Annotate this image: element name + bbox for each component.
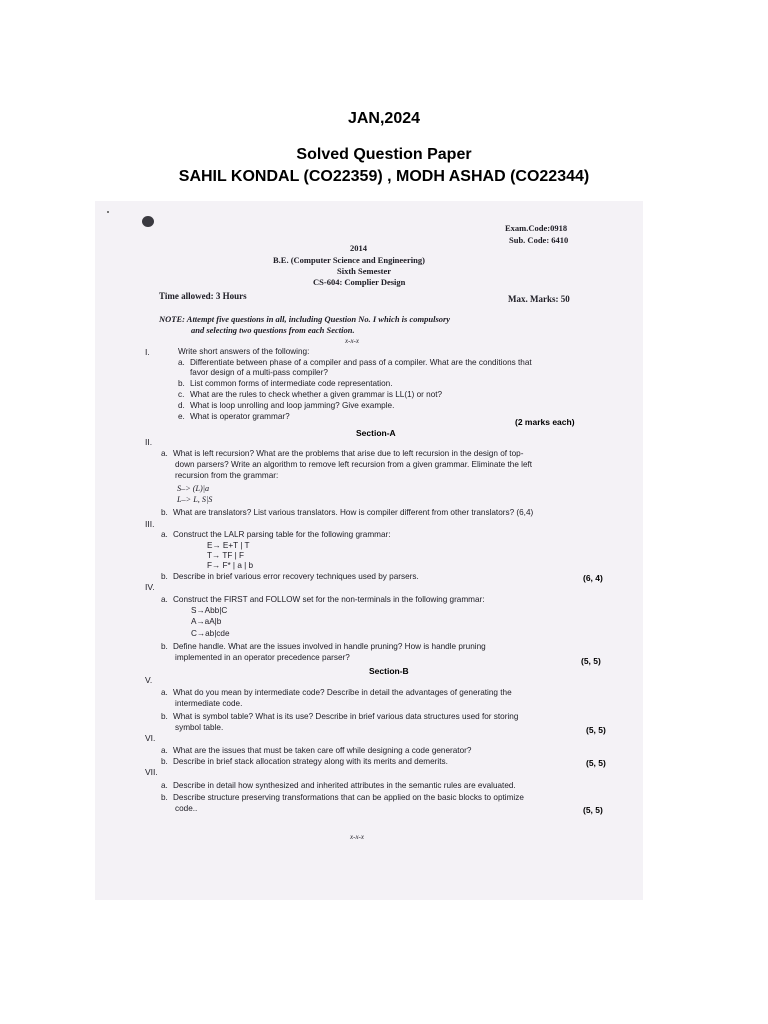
paper-year: 2014 xyxy=(350,243,367,253)
section-a-heading: Section-A xyxy=(356,428,396,438)
q2-a: a. What is left recursion? What are the problems that arise due to left recursion in the design of top- xyxy=(161,449,524,458)
q5-b-cont: symbol table. xyxy=(175,723,224,732)
q3-number: III. xyxy=(145,519,155,529)
q4-b: b. Define handle. What are the issues involved in handle pruning? How is handle pruning xyxy=(161,642,486,651)
q1-d: d. What is loop unrolling and loop jamming? Give example. xyxy=(178,401,395,410)
q4-number: IV. xyxy=(145,582,155,592)
q6-b: b. Describe in brief stack allocation strategy along with its merits and demerits. xyxy=(161,757,448,766)
q1-number: I. xyxy=(145,347,150,357)
q1-a-cont: favor design of a multi-pass compiler? xyxy=(190,368,328,377)
semester: Sixth Semester xyxy=(337,266,392,276)
q5-a-cont: intermediate code. xyxy=(175,699,243,708)
q5-marks: (5, 5) xyxy=(586,725,606,735)
q4-a: a. Construct the FIRST and FOLLOW set for the non-terminals in the following grammar: xyxy=(161,595,485,604)
header-date: JAN,2024 xyxy=(347,110,421,127)
q6-number: VI. xyxy=(145,733,156,743)
q4-grammar-3: C→ab|cde xyxy=(191,629,230,638)
section-b-heading: Section-B xyxy=(369,666,409,676)
time-allowed: Time allowed: 3 Hours xyxy=(159,291,247,301)
q4-b-cont: implemented in an operator precedence parser? xyxy=(175,653,350,662)
q4-grammar-2: A→aA|b xyxy=(191,617,222,626)
q5-b: b. What is symbol table? What is its use? Describe in brief various data structures used for storing xyxy=(161,712,519,721)
q2-grammar-1: S–> (L)|a xyxy=(177,484,210,493)
note-line-1: NOTE: Attempt five questions in all, including Question No. I which is compulsory xyxy=(159,314,451,324)
q3-grammar-3: F→ F* | a | b xyxy=(207,561,254,570)
q7-b: b. Describe structure preserving transformations that can be applied on the basic blocks to optimize xyxy=(161,793,524,802)
q3-marks: (6, 4) xyxy=(583,573,603,583)
header-authors: SAHIL KONDAL (CO22359) , MODH ASHAD (CO22344) xyxy=(178,168,590,185)
q2-number: II. xyxy=(145,437,153,447)
q1-c: c. What are the rules to check whether a given grammar is LL(1) or not? xyxy=(178,390,443,399)
exam-code: Exam.Code:0918 xyxy=(505,223,568,233)
q1-e: e. What is operator grammar? xyxy=(178,412,290,421)
q3-grammar-2: T→ TF | F xyxy=(207,551,244,560)
q5-a: a. What do you mean by intermediate code? Describe in detail the advantages of generating the xyxy=(161,688,512,697)
note-line-2: and selecting two questions from each Section. xyxy=(191,325,355,335)
q4-marks: (5, 5) xyxy=(581,656,601,666)
q2-b: b. What are translators? List various translators. How is compiler different from other translators? (6,4) xyxy=(161,508,534,517)
q6-a: a. What are the issues that must be taken care off while designing a code generator? xyxy=(161,746,472,755)
q3-grammar-1: E→ E+T | T xyxy=(207,541,250,550)
degree: B.E. (Computer Science and Engineering) xyxy=(273,255,425,265)
q1-b: b. List common forms of intermediate code representation. xyxy=(178,379,393,388)
q2-a-cont2: recursion from the grammar: xyxy=(175,471,279,480)
punch-hole-mark xyxy=(142,216,154,227)
q2-grammar-2: L–> L, S|S xyxy=(177,495,213,504)
q1-a: a. Differentiate between phase of a compiler and pass of a compiler. What are the conditions that xyxy=(178,358,532,367)
max-marks: Max. Marks: 50 xyxy=(508,294,570,304)
q2-a-cont1: down parsers? Write an algorithm to remove left recursion from a given grammar. Eliminate the left xyxy=(175,460,533,469)
q1-stem: Write short answers of the following: xyxy=(178,347,310,356)
q7-a: a. Describe in detail how synthesized and inherited attributes in the semantic rules are evaluated. xyxy=(161,781,516,790)
scan-speck xyxy=(107,211,109,213)
end-mark: x-x-x xyxy=(350,833,364,841)
q3-b: b. Describe in brief various error recovery techniques used by parsers. xyxy=(161,572,419,581)
scanned-question-paper xyxy=(95,201,643,900)
q6-marks: (5, 5) xyxy=(586,758,606,768)
header-title: Solved Question Paper xyxy=(296,146,472,163)
q7-marks: (5, 5) xyxy=(583,805,603,815)
q1-marks: (2 marks each) xyxy=(515,417,575,427)
q7-b-cont: code.. xyxy=(175,804,198,813)
q3-a: a. Construct the LALR parsing table for the following grammar: xyxy=(161,530,391,539)
course: CS-604: Complier Design xyxy=(313,277,406,287)
q5-number: V. xyxy=(145,675,153,685)
sub-code: Sub. Code: 6410 xyxy=(509,235,569,245)
divider: x-x-x xyxy=(345,337,359,345)
q4-grammar-1: S→Abb|C xyxy=(191,606,228,615)
q7-number: VII. xyxy=(145,767,158,777)
